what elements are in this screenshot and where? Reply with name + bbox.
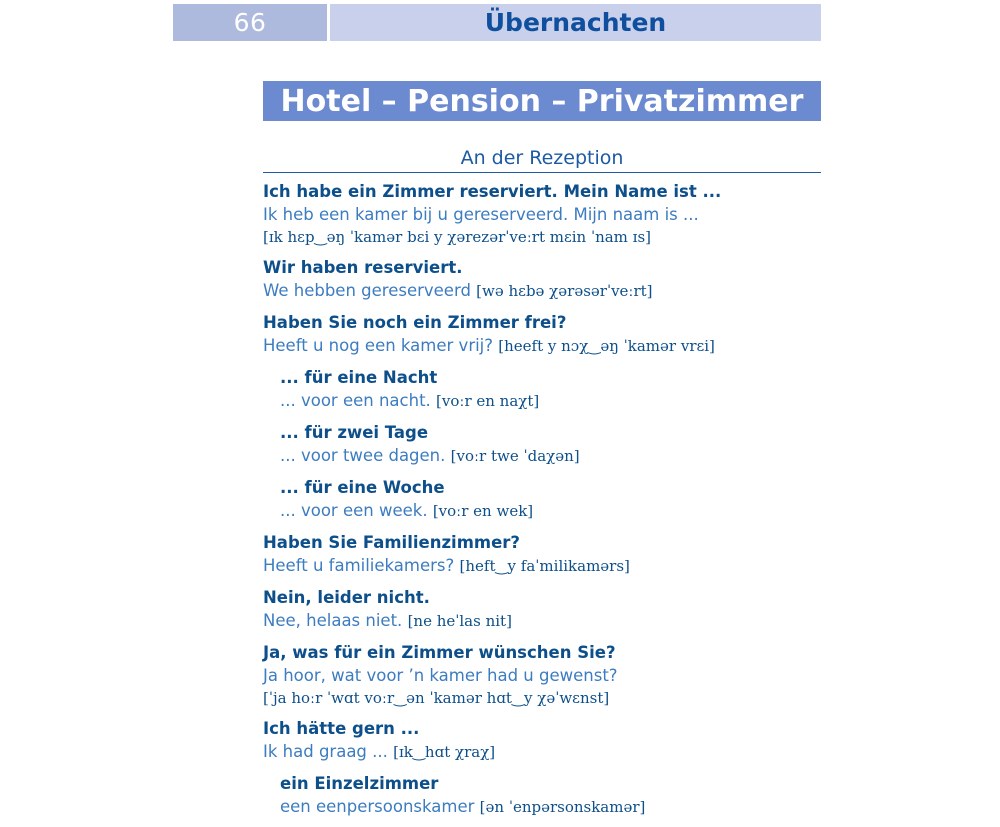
phrase-entry xyxy=(263,421,823,468)
dutch-phrase: Nee, helaas niet. [ne heˈlas nit] xyxy=(263,611,512,630)
phrase-entry xyxy=(263,311,823,358)
dutch-phrase: Ja hoor, wat voor ’n kamer had u gewenst? xyxy=(263,666,618,685)
german-phrase: Wir haben reserviert. xyxy=(263,258,463,277)
german-phrase: Ich hätte gern ... xyxy=(263,719,420,738)
phrase-entry xyxy=(263,717,823,764)
dutch-phrase: een eenpersoonskamer [ən ˈenpərsonskamər] xyxy=(280,797,646,816)
german-phrase: ... für eine Nacht xyxy=(280,368,438,387)
pronunciation: [ɪk hɛp‿əŋ ˈkamər bɛi y χərezərˈveːrt mɛin ˈnam ɪs] xyxy=(263,228,652,246)
pronunciation: [ˈja hoːr ˈwɑt voːr‿ən ˈkamər hɑt‿y χəˈwɛnst] xyxy=(263,689,610,707)
phrase-entry xyxy=(263,531,823,578)
pronunciation: [voːr twe ˈdaχən] xyxy=(450,447,580,465)
dutch-phrase: Heeft u nog een kamer vrij? [heeft y nɔχ‿əŋ ˈkamər vrɛi] xyxy=(263,336,715,355)
phrase-entry xyxy=(263,641,823,709)
german-phrase: ein Einzelzimmer xyxy=(280,774,439,793)
dutch-phrase: We hebben gereserveerd [wə hɛbə χərəsərˈveːrt] xyxy=(263,281,653,300)
phrase-entry xyxy=(263,772,823,819)
pronunciation: [heft‿y faˈmilikamərs] xyxy=(459,557,630,575)
german-phrase: Haben Sie Familienzimmer? xyxy=(263,533,520,552)
pronunciation: [voːr en naχt] xyxy=(436,392,540,410)
german-phrase: ... für eine Woche xyxy=(280,478,445,497)
pronunciation: [voːr en wek] xyxy=(432,502,534,520)
page-number: 66 xyxy=(173,4,327,41)
phrase-entry xyxy=(263,476,823,523)
phrase-entry xyxy=(263,586,823,633)
pronunciation: [heeft y nɔχ‿əŋ ˈkamər vrɛi] xyxy=(498,337,715,355)
phrase-entry xyxy=(263,180,823,248)
german-phrase: Ich habe ein Zimmer reserviert. Mein Name ist ... xyxy=(263,182,722,201)
pronunciation: [ne heˈlas nit] xyxy=(407,612,512,630)
dutch-phrase: ... voor twee dagen. [voːr twe ˈdaχən] xyxy=(280,446,580,465)
german-phrase: ... für zwei Tage xyxy=(280,423,429,442)
phrase-entry xyxy=(263,256,823,303)
dutch-phrase: ... voor een nacht. [voːr en naχt] xyxy=(280,391,540,410)
dutch-phrase: Ik had graag ... [ɪk‿hɑt χraχ] xyxy=(263,742,496,761)
dutch-phrase: Heeft u familiekamers? [heft‿y faˈmilikamərs] xyxy=(263,556,630,575)
dutch-phrase: Ik heb een kamer bij u gereserveerd. Mijn naam is ... xyxy=(263,205,699,224)
chapter-title: Übernachten xyxy=(330,4,821,41)
pronunciation: [ɪk‿hɑt χraχ] xyxy=(393,743,496,761)
phrase-entry xyxy=(263,366,823,413)
pronunciation: [ən ˈenpərsonskamər] xyxy=(479,798,646,816)
dutch-phrase: ... voor een week. [voːr en wek] xyxy=(280,501,534,520)
german-phrase: Ja, was für ein Zimmer wünschen Sie? xyxy=(263,643,616,662)
subsection-title: An der Rezeption xyxy=(263,144,821,173)
phrase-list xyxy=(263,180,823,827)
german-phrase: Nein, leider nicht. xyxy=(263,588,430,607)
german-phrase: Haben Sie noch ein Zimmer frei? xyxy=(263,313,567,332)
pronunciation: [wə hɛbə χərəsərˈveːrt] xyxy=(476,282,653,300)
section-title: Hotel – Pension – Privatzimmer xyxy=(263,81,821,121)
